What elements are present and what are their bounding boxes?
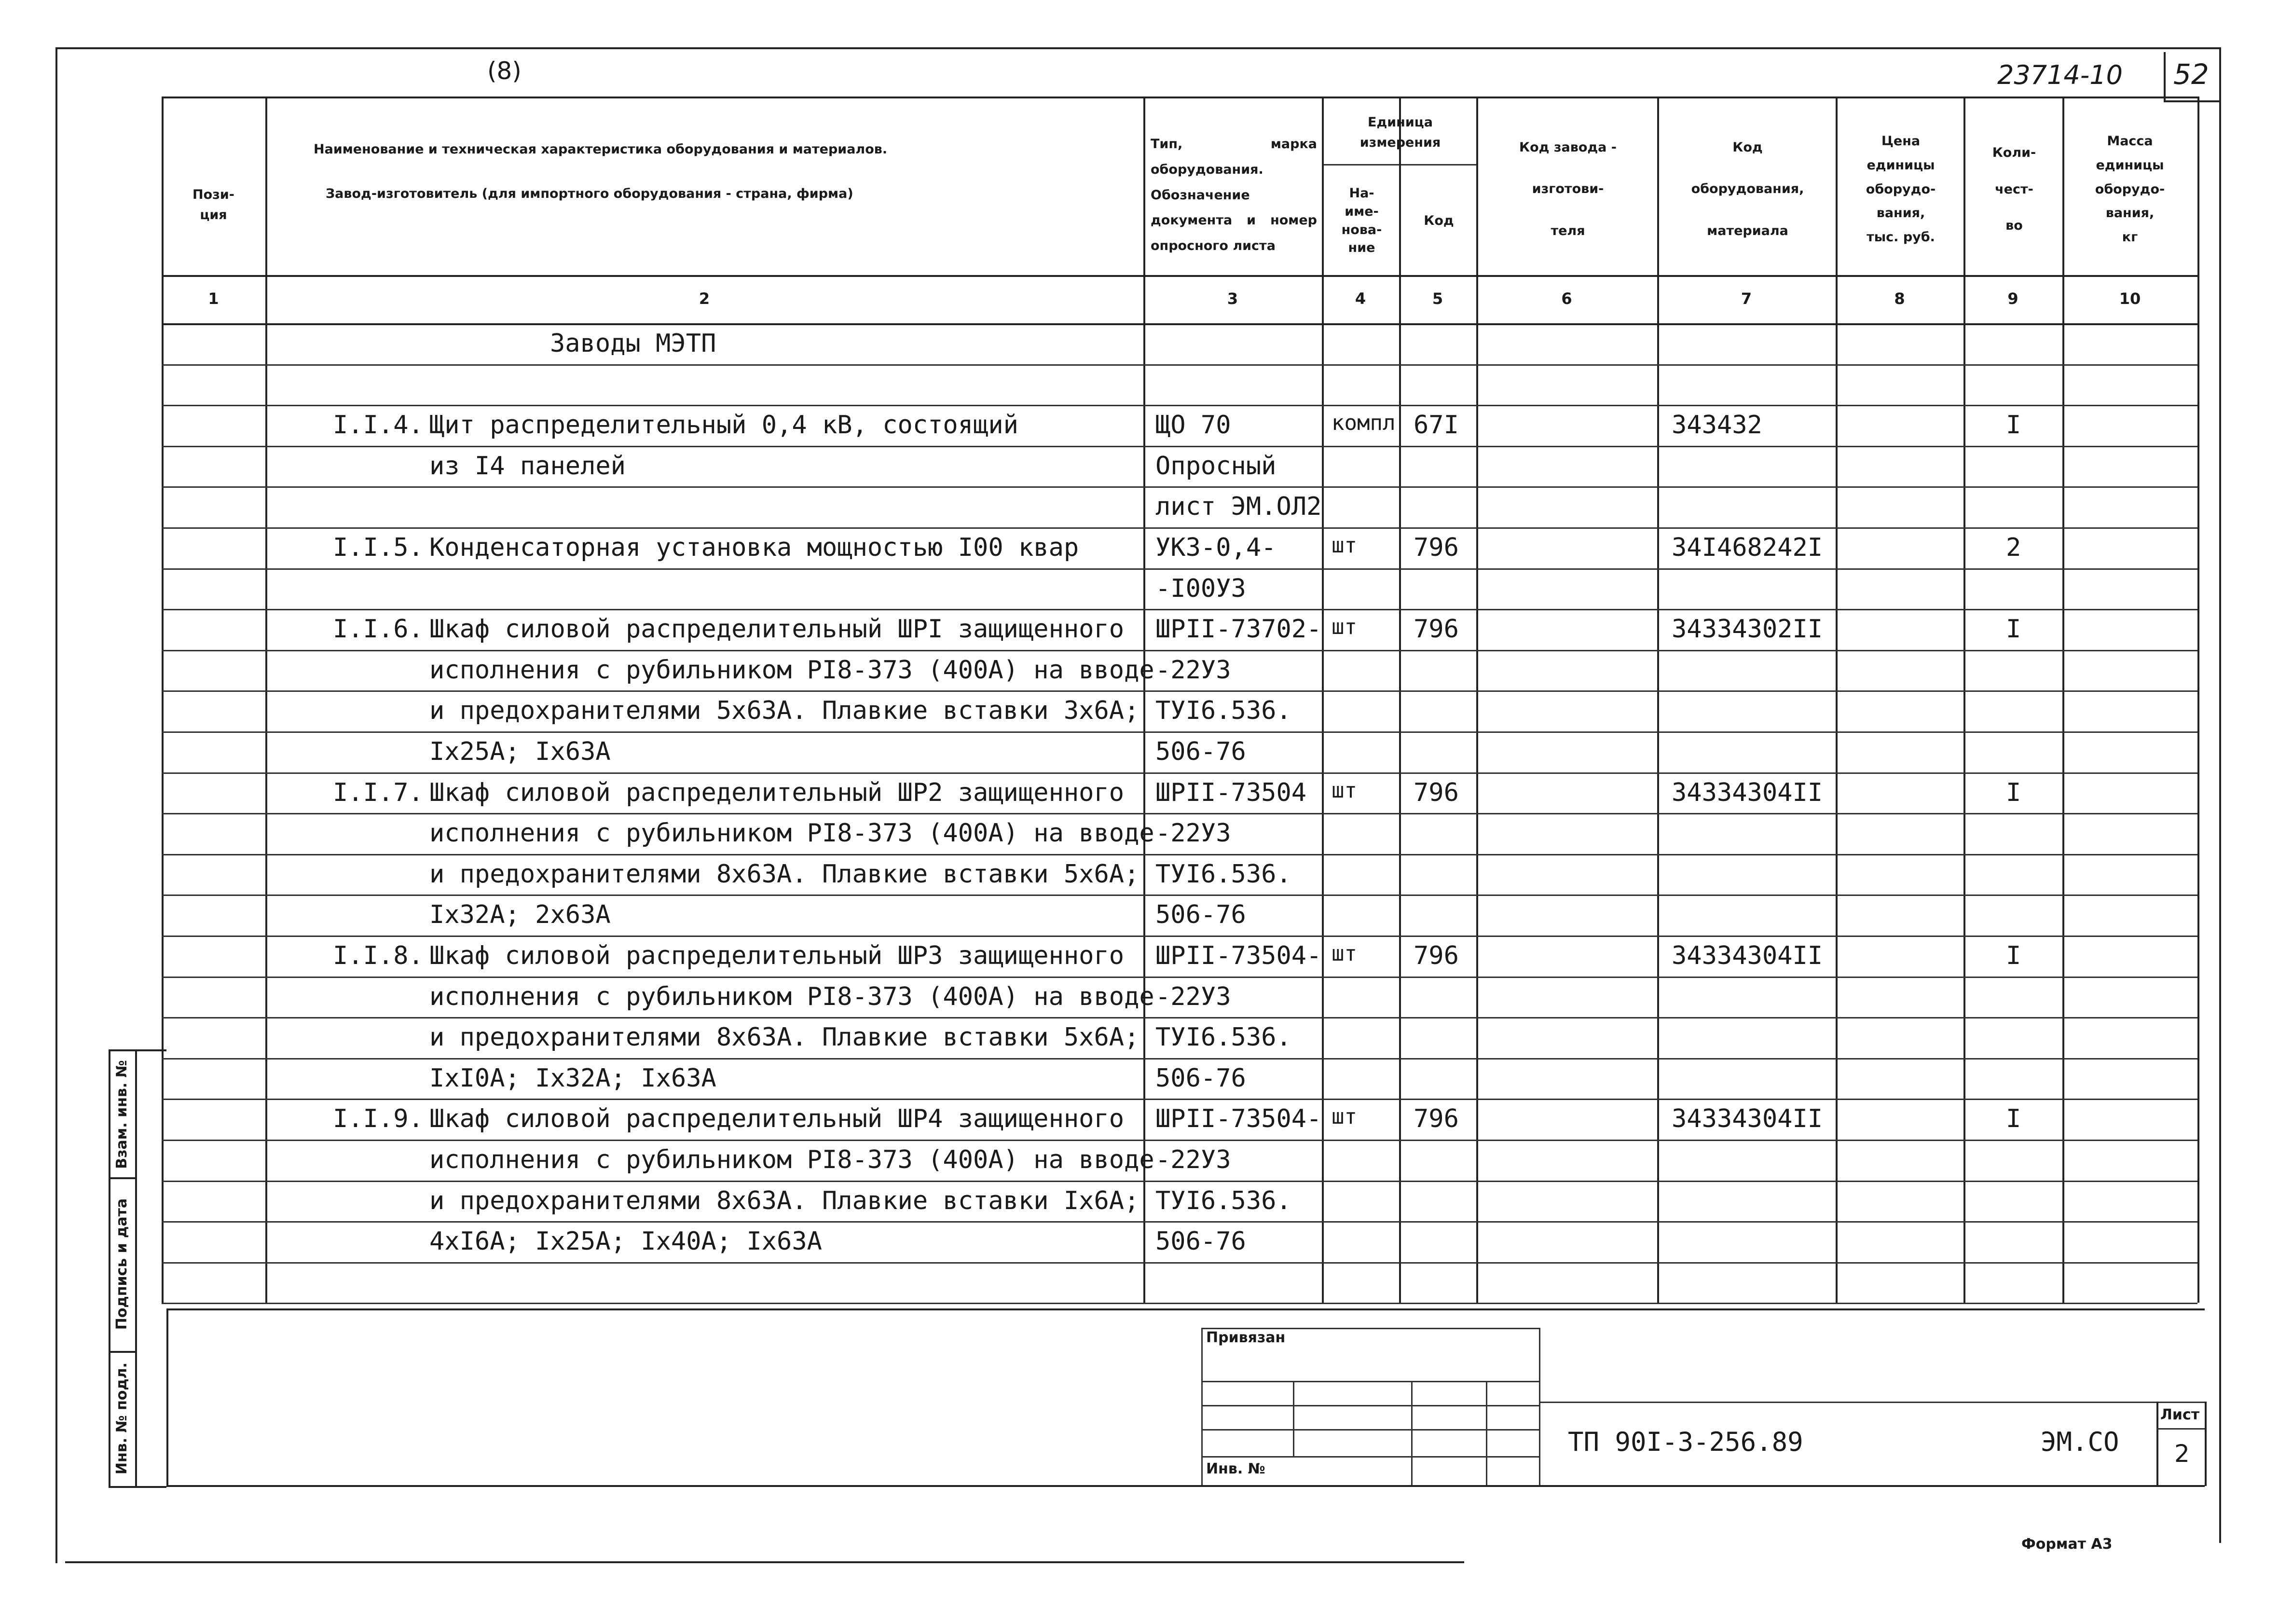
frame-bottom-line — [65, 1561, 1464, 1563]
cell-unit-name: шт — [1332, 778, 1357, 803]
row-line-1 — [162, 364, 2197, 366]
cell-position: I.I.6. — [333, 615, 424, 644]
cell-unit-name: компл — [1332, 411, 1396, 436]
cell-type: 506-76 — [1155, 1063, 1246, 1093]
cell-name: 4хI6А; Iх25А; Iх40А; Iх63А — [429, 1227, 822, 1256]
header-position: Пози- ция — [192, 187, 234, 222]
title-block-top-line — [166, 1308, 2205, 1310]
cell-type: ТУI6.536. — [1155, 859, 1291, 889]
cell-type: -22УЗ — [1155, 982, 1231, 1011]
cell-name: исполнения с рубильником PI8-373 (400A) на вводе — [429, 982, 1154, 1011]
cell-unit-code: 796 — [1414, 615, 1459, 644]
stamp-inv-no-orig: Инв. № подл. — [113, 1362, 130, 1475]
cell-type: ЩО 70 — [1155, 411, 1231, 440]
cell-unit-name: шт — [1332, 533, 1357, 558]
cell-type: 506-76 — [1155, 1227, 1246, 1256]
cell-equipment-code: 343432 — [1672, 411, 1762, 440]
column-number-7: 7 — [1741, 289, 1752, 308]
cell-name: и предохранителями 8х63А. Плавкие вставки 5х6А; — [429, 1023, 1140, 1052]
row-line-7 — [162, 609, 2197, 610]
cell-position: I.I.5. — [333, 533, 424, 562]
header-unit-group: Единица измерения — [1359, 115, 1441, 150]
row-line-19 — [162, 1099, 2197, 1100]
cell-name: Iх25А; Iх63А — [429, 737, 611, 766]
doc-code-top-line — [1539, 1402, 2205, 1403]
cell-name: из I4 панелей — [429, 451, 626, 481]
inv-label: Инв. № — [1206, 1460, 1265, 1477]
column-number-9: 9 — [2007, 289, 2018, 308]
cell-type: -I00УЗ — [1155, 574, 1246, 603]
column-line-6 — [1657, 96, 1659, 1303]
cell-type: 506-76 — [1155, 900, 1246, 930]
cell-type: ШРII-73504- — [1155, 1104, 1322, 1134]
cell-type: лист ЭМ.ОЛ2 — [1155, 492, 1322, 522]
cell-unit-name: шт — [1332, 615, 1357, 640]
cell-name: Iх32А; 2х63А — [429, 900, 611, 930]
row-line-23 — [162, 1262, 2197, 1264]
frame-right-line — [2219, 47, 2221, 1543]
cell-type: ШРII-73504- — [1155, 941, 1322, 970]
row-line-2 — [162, 405, 2197, 406]
column-line-1 — [265, 96, 267, 1303]
column-number-6: 6 — [1561, 289, 1572, 308]
row-line-13 — [162, 854, 2197, 855]
column-line-3 — [1322, 96, 1324, 1303]
header-unit-name: На- име- нова- ние — [1341, 185, 1382, 256]
cell-name: Шкаф силовой распределительный ШРI защищенного — [429, 615, 1125, 644]
cell-quantity: I — [2006, 411, 2021, 440]
cell-name: Шкаф силовой распределительный ШР2 защищенного — [429, 778, 1125, 807]
sheet-cell-left — [2156, 1402, 2158, 1486]
column-line-10 — [2197, 96, 2199, 1303]
cell-name: и предохранителями 8х63А. Плавкие вставки 5х6А; — [429, 859, 1140, 889]
cell-unit-code: 796 — [1414, 941, 1459, 970]
row-line-14 — [162, 895, 2197, 896]
column-number-5: 5 — [1432, 289, 1443, 308]
cell-type: Опросный — [1155, 451, 1277, 481]
title-block-bottom-line — [166, 1485, 2205, 1487]
frame-top-line — [55, 47, 2219, 49]
column-number-10: 10 — [2119, 289, 2141, 308]
cell-equipment-code: 34I468242I — [1672, 533, 1823, 562]
header-mass: Масса единицы оборудо- вания, кг — [2095, 133, 2165, 245]
column-line-7 — [1836, 96, 1838, 1303]
cell-type: -22УЗ — [1155, 1145, 1231, 1174]
cell-position: I.I.9. — [333, 1104, 424, 1134]
cell-name: Шкаф силовой распределительный ШР3 защищенного — [429, 941, 1125, 970]
stamp-mid-line — [135, 1049, 137, 1486]
cell-unit-code: 67I — [1414, 411, 1459, 440]
row-line-12 — [162, 813, 2197, 814]
column-number-3: 3 — [1227, 289, 1238, 308]
sheet-code: ЭМ.СО — [2041, 1427, 2119, 1457]
row-line-11 — [162, 772, 2197, 774]
header-unit-code: Код — [1424, 213, 1454, 228]
attached-row-4 — [1201, 1456, 1539, 1458]
cell-name: Шкаф силовой распределительный ШР4 защищенного — [429, 1104, 1125, 1134]
column-line-9 — [2062, 96, 2064, 1303]
cell-name: и предохранителями 5х63А. Плавкие вставки 3х6А; — [429, 696, 1140, 726]
attached-row-1 — [1201, 1381, 1539, 1382]
cell-name: исполнения с рубильником PI8-373 (400A) на вводе — [429, 1145, 1154, 1174]
sheet-box-bottom — [2164, 100, 2219, 102]
cell-equipment-code: 34334304II — [1672, 778, 1823, 807]
column-line-8 — [1963, 96, 1965, 1303]
cell-name: Заводы МЭТП — [550, 329, 716, 358]
document-code: ТП 90I-3-256.89 — [1568, 1427, 1803, 1457]
attached-col-2 — [1411, 1381, 1413, 1485]
title-block-left-line — [166, 1308, 168, 1486]
cell-name: Конденсаторная установка мощностью I00 квар — [429, 533, 1079, 562]
attached-right-line — [1539, 1328, 1540, 1485]
column-number-2: 2 — [699, 289, 710, 308]
cell-name: исполнения с рубильником PI8-373 (400A) на вводе — [429, 655, 1154, 685]
inventory-number: 23714-10 — [1997, 60, 2123, 90]
header-plant-code: Код завода - изготови- теля — [1519, 139, 1617, 238]
header-price: Цена единицы оборудо- вания, тыс. руб. — [1866, 133, 1936, 245]
cell-unit-name: шт — [1332, 941, 1357, 966]
header-equipment-code: Код оборудования, материала — [1691, 139, 1804, 238]
row-line-15 — [162, 936, 2197, 937]
column-line-4 — [1399, 96, 1401, 1303]
sheet-box-left — [2164, 52, 2166, 100]
cell-quantity: I — [2006, 615, 2021, 644]
cell-position: I.I.7. — [333, 778, 424, 807]
row-line-20 — [162, 1140, 2197, 1141]
frame-left-line — [55, 47, 57, 1563]
cell-equipment-code: 34334304II — [1672, 1104, 1823, 1134]
cell-name: Щит распределительный 0,4 кВ, состоящий — [429, 411, 1018, 440]
row-line-4 — [162, 486, 2197, 488]
row-line-5 — [162, 527, 2197, 529]
row-line-8 — [162, 650, 2197, 651]
sheet-value: 2 — [2174, 1440, 2190, 1468]
row-line-16 — [162, 977, 2197, 978]
cell-type: ШРII-73702- — [1155, 615, 1322, 644]
stamp-signature-date: Подпись и дата — [113, 1198, 130, 1330]
attached-col-3 — [1486, 1381, 1487, 1485]
column-number-4: 4 — [1355, 289, 1366, 308]
row-line-18 — [162, 1058, 2197, 1060]
cell-unit-code: 796 — [1414, 533, 1459, 562]
column-line-2 — [1143, 96, 1145, 1303]
cell-unit-code: 796 — [1414, 1104, 1459, 1134]
attached-left-line — [1201, 1328, 1203, 1485]
cell-name: IхI0А; Iх32А; Iх63А — [429, 1063, 716, 1093]
cell-quantity: I — [2006, 778, 2021, 807]
sheet-cell-sep — [2156, 1428, 2205, 1430]
attached-label: Привязан — [1206, 1329, 1286, 1346]
cell-type: -22УЗ — [1155, 655, 1231, 685]
row-line-22 — [162, 1221, 2197, 1223]
cell-name: исполнения с рубильником PI8-373 (400A) на вводе — [429, 819, 1154, 848]
title-block-right-line — [2205, 1402, 2207, 1486]
attached-row-2 — [1201, 1405, 1539, 1406]
sheet-label: Лист — [2160, 1406, 2200, 1423]
row-line-9 — [162, 690, 2197, 692]
cell-equipment-code: 34334304II — [1672, 941, 1823, 970]
table-top-border — [162, 96, 2197, 98]
cell-position: I.I.4. — [333, 411, 424, 440]
sheet-number: 52 — [2173, 58, 2209, 91]
sheet-marker: (8) — [487, 57, 522, 85]
cell-position: I.I.8. — [333, 941, 424, 970]
row-line-6 — [162, 568, 2197, 570]
cell-quantity: I — [2006, 941, 2021, 970]
cell-name: и предохранителями 8х63А. Плавкие вставки Iх6А; — [429, 1186, 1140, 1215]
header-bottom-border — [162, 275, 2197, 277]
row-line-21 — [162, 1181, 2197, 1182]
attached-row-3 — [1201, 1429, 1539, 1431]
cell-type: 506-76 — [1155, 737, 1246, 766]
stamp-replaced-inv: Взам. инв. № — [113, 1060, 130, 1169]
row-line-3 — [162, 446, 2197, 447]
column-line-0 — [162, 96, 164, 1303]
column-number-1: 1 — [208, 289, 219, 308]
cell-type: ТУI6.536. — [1155, 1186, 1291, 1215]
cell-type: -22УЗ — [1155, 819, 1231, 848]
cell-quantity: 2 — [2006, 533, 2021, 562]
cell-type: ШРII-73504 — [1155, 778, 1307, 807]
attached-col-1 — [1293, 1381, 1294, 1456]
cell-type: УКЗ-0,4- — [1155, 533, 1277, 562]
header-type: Тип, марка оборудования. Обозначение документа и номер опросного листа — [1151, 137, 1317, 253]
cell-equipment-code: 34334302II — [1672, 615, 1823, 644]
cell-unit-code: 796 — [1414, 778, 1459, 807]
cell-type: ТУI6.536. — [1155, 1023, 1291, 1052]
cell-type: ТУI6.536. — [1155, 696, 1291, 726]
cell-quantity: I — [2006, 1104, 2021, 1134]
cell-unit-name: шт — [1332, 1104, 1357, 1129]
header-name-line2: Завод-изготовитель (для импортного оборудования - страна, фирма) — [326, 186, 853, 202]
stamp-left-line — [109, 1049, 110, 1486]
column-line-5 — [1476, 96, 1478, 1303]
column-number-8: 8 — [1894, 289, 1905, 308]
column-numbers-bottom-border — [162, 323, 2197, 325]
row-line-17 — [162, 1017, 2197, 1018]
row-line-10 — [162, 731, 2197, 733]
header-quantity: Коли- чест- во — [1992, 145, 2036, 234]
header-name-line1: Наименование и техническая характеристика оборудования и материалов. — [314, 142, 888, 157]
format-note: Формат A3 — [2021, 1536, 2113, 1553]
row-line-24 — [162, 1303, 2197, 1304]
